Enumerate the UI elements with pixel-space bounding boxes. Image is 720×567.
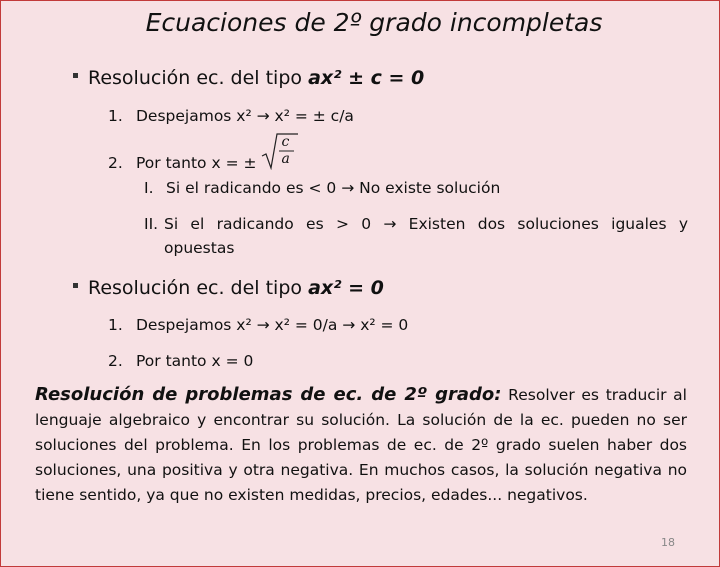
section1-heading [73,67,424,89]
step-number: 2. [108,352,123,370]
section1-heading-math: ax² ± c = 0 [308,67,425,89]
sub-number: II. [144,215,159,233]
step-text: Despejamos x² → x² = ± c/a [136,107,354,125]
sub-number: I. [144,179,154,197]
section2-heading-math: ax² = 0 [308,277,384,299]
bullet-square-icon [73,283,78,288]
problems-text: Resolver es traducir al lenguaje algebraico y encontrar su solución. La solución de la ec. pueden no ser soluciones del problema. En los problemas de ec. de 2º grado suelen haber dos soluciones, una positiva y otra negativa. En muchos casos, la solución negativa no tiene sentido, ya que no existen medidas, precios, edades... negativos. [35,386,687,504]
section1-sub2-line2: opuestas [164,239,235,257]
step-text: Por tanto x = 0 [136,352,254,370]
sub-text: Si el radicando es < 0 → No existe solución [166,179,501,197]
step-text: Por tanto x = ± [136,153,257,172]
section1-sub1 [144,179,500,197]
section2-step2 [108,352,253,370]
step-number: 1. [108,107,123,125]
section1-step1 [108,107,354,125]
problems-paragraph [35,382,687,508]
section1-sub2-line1: Si el radicando es > 0 → Existen dos soluciones iguales y [164,215,688,233]
page-title: Ecuaciones de 2º grado incompletas [145,8,603,37]
step-number: 2. [108,153,123,172]
section1-step2 [108,134,300,172]
section2-step1 [108,316,408,334]
section2-heading [73,277,384,299]
page-number: 18 [661,536,675,549]
fraction-numerator: c [281,134,290,150]
sqrt-fraction [260,132,300,170]
bullet-square-icon [73,73,78,78]
step-text: Despejamos x² → x² = 0/a → x² = 0 [136,316,409,334]
problems-lead: Resolución de problemas de ec. de 2º grado: [35,384,502,405]
fraction-denominator: a [281,151,290,167]
section2-heading-text: Resolución ec. del tipo [88,277,309,299]
section1-sub2-number-row [144,215,166,233]
section1-heading-text: Resolución ec. del tipo [88,67,309,89]
step-number: 1. [108,316,123,334]
